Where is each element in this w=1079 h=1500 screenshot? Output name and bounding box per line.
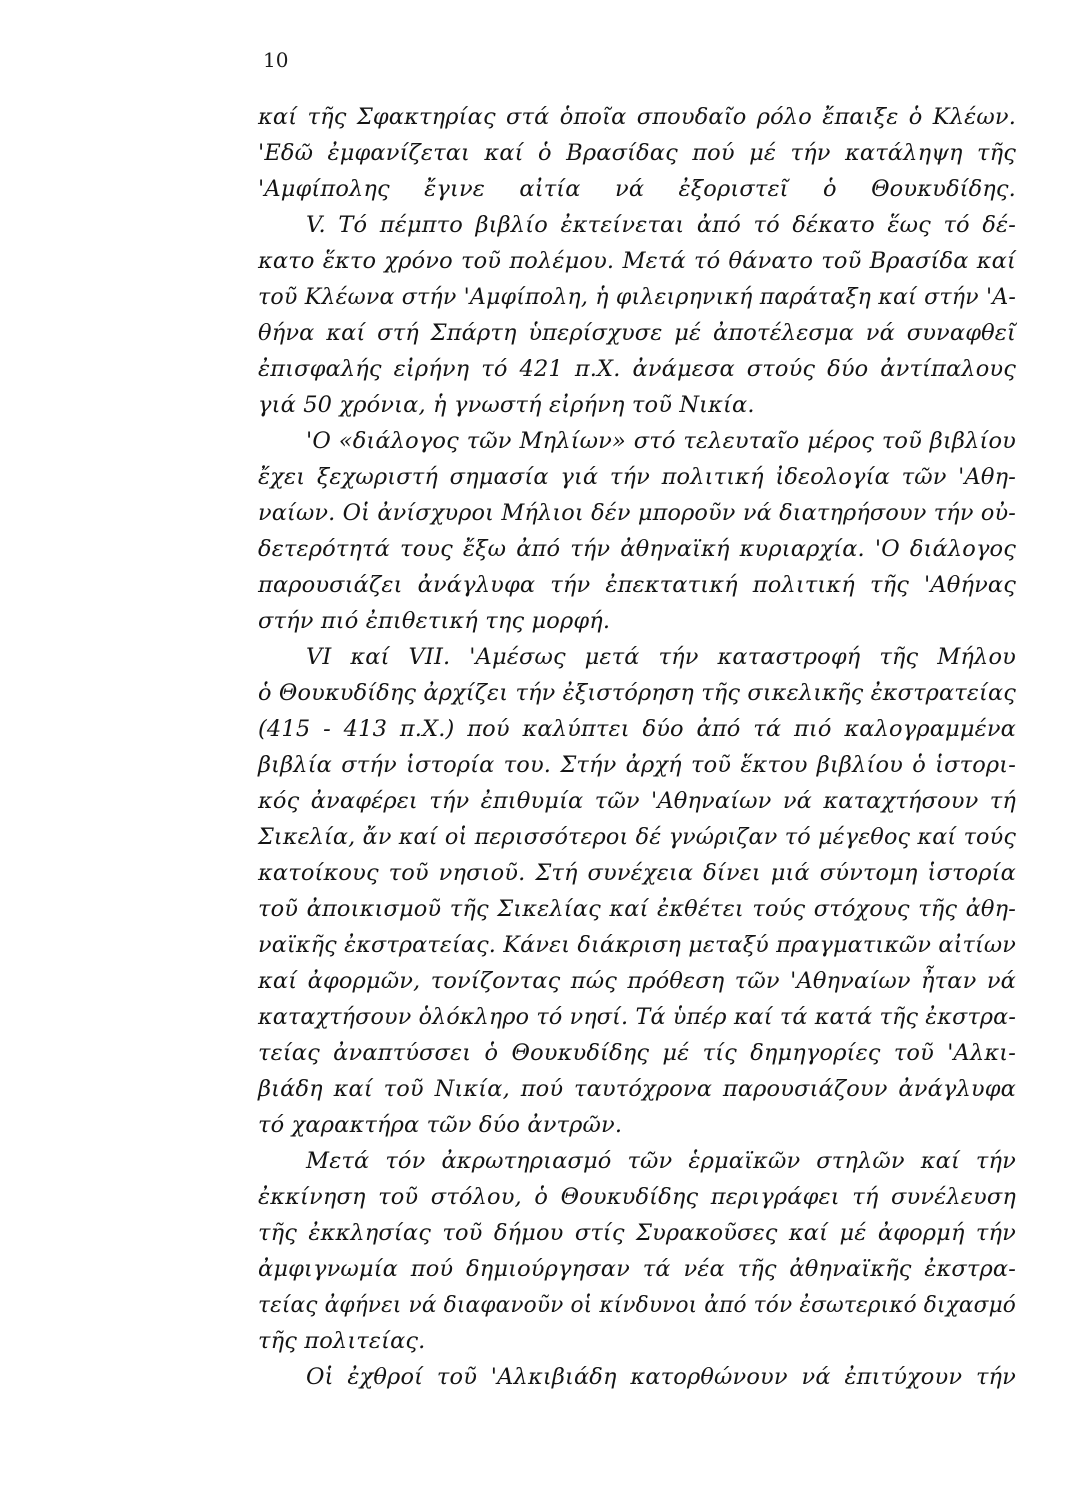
text-line <box>258 1288 1016 1324</box>
text-line <box>258 1072 1016 1108</box>
text-line <box>258 748 1016 784</box>
text-line: γιά 50 χρόνια, ἡ γνωστή εἰρήνη τοῦ Νικία. <box>258 392 755 418</box>
text-line <box>258 532 1016 568</box>
text-line <box>258 1000 1016 1036</box>
text-line <box>258 892 1016 928</box>
body-text <box>258 100 1016 1396</box>
text-line <box>258 460 1016 496</box>
text-line <box>258 928 1016 964</box>
line-text: δετερότητά τους ἔξω ἀπό τήν ἀθηναϊκή κυριαρχία. 'Ο διάλογος <box>258 536 1016 562</box>
text-line <box>258 100 1016 136</box>
line-text: κατο ἕκτο χρόνο τοῦ πολέμου. Μετά τό θάνατο τοῦ Βρασίδα καί <box>258 248 1016 274</box>
text-line <box>258 136 1016 172</box>
line-text: τοῦ Κλέωνα στήν 'Αμφίπολη, ἡ φιλειρηνική παράταξη καί στήν 'Α- <box>258 284 1016 310</box>
line-text: 'Εδῶ ἐμφανίζεται καί ὁ Βρασίδας πού μέ τήν κατάληψη τῆς <box>258 140 1016 166</box>
text-line <box>258 208 1016 244</box>
text-line: στήν πιό ἐπιθετική της μορφή. <box>258 608 611 634</box>
line-text: κατοίκους τοῦ νησιοῦ. Στή συνέχεια δίνει μιά σύντομη ἱστορία <box>258 860 1016 886</box>
text-line: τῆς πολιτείας. <box>258 1328 426 1354</box>
line-text: ἔχει ξεχωριστή σημασία γιά τήν πολιτική ἰδεολογία τῶν 'Αθη- <box>258 464 1016 490</box>
text-line <box>258 676 1016 712</box>
line-text: τοῦ ἀποικισμοῦ τῆς Σικελίας καί ἐκθέτει τούς στόχους τῆς ἀθη- <box>258 896 1016 922</box>
line-text: τείας ἀφήνει νά διαφανοῦν οἱ κίνδυνοι ἀπό τόν ἐσωτερικό διχασμό <box>258 1292 1016 1318</box>
text-line <box>258 352 1016 388</box>
line-text: Μετά τόν ἀκρωτηριασμό τῶν ἑρμαϊκῶν στηλῶν καί τήν <box>306 1148 1016 1174</box>
line-text: καί ἀφορμῶν, τονίζοντας πώς πρόθεση τῶν 'Αθηναίων ἦταν νά <box>258 968 1016 994</box>
text-line <box>258 568 1016 604</box>
text-line <box>258 172 1016 208</box>
text-line: τό χαρακτήρα τῶν δύο ἀντρῶν. <box>258 1112 623 1138</box>
text-line <box>258 316 1016 352</box>
page-number: 10 <box>263 48 289 72</box>
line-text: ἐπισφαλής εἰρήνη τό 421 π.Χ. ἀνάμεσα στούς δύο ἀντίπαλους <box>258 356 1016 382</box>
text-line <box>258 820 1016 856</box>
text-line <box>258 244 1016 280</box>
line-text: VI καί VII. 'Αμέσως μετά τήν καταστροφή τῆς Μήλου <box>306 644 1016 670</box>
line-text: βιβλία στήν ἱστορία του. Στήν ἀρχή τοῦ ἕκτου βιβλίου ὁ ἱστορι- <box>258 752 1016 778</box>
text-line <box>258 424 1016 460</box>
line-text: καταχτήσουν ὁλόκληρο τό νησί. Τά ὑπέρ καί τά κατά τῆς ἐκστρα- <box>258 1004 1016 1030</box>
text-line <box>258 1252 1016 1288</box>
line-text: Οἱ ἐχθροί τοῦ 'Αλκιβιάδη κατορθώνουν νά ἐπιτύχουν τήν <box>306 1364 1016 1390</box>
text-line <box>258 640 1016 676</box>
line-text: ἀμφιγνωμία πού δημιούργησαν τά νέα τῆς ἀθηναϊκῆς ἐκστρα- <box>258 1256 1016 1282</box>
line-text: V. Τό πέμπτο βιβλίο ἐκτείνεται ἀπό τό δέκατο ἕως τό δέ- <box>306 212 1016 238</box>
text-line <box>258 1360 1016 1396</box>
text-line <box>258 1180 1016 1216</box>
line-text: τῆς ἐκκλησίας τοῦ δήμου στίς Συρακοῦσες καί μέ ἀφορμή τήν <box>258 1220 1016 1246</box>
line-text: 'Αμφίπολης ἔγινε αἰτία νά ἐξοριστεῖ ὁ Θουκυδίδης. <box>258 176 1016 202</box>
text-line <box>258 712 1016 748</box>
line-text: (415 - 413 π.Χ.) πού καλύπτει δύο ἀπό τά πιό καλογραμμένα <box>258 716 1016 742</box>
line-text: καί τῆς Σφακτηρίας στά ὁποῖα σπουδαῖο ρόλο ἔπαιξε ὁ Κλέων. <box>258 104 1016 130</box>
text-line <box>258 1036 1016 1072</box>
line-text: ναϊκῆς ἐκστρατείας. Κάνει διάκριση μεταξύ πραγματικῶν αἰτίων <box>258 932 1016 958</box>
line-text: βιάδη καί τοῦ Νικία, πού ταυτόχρονα παρουσιάζουν ἀνάγλυφα <box>258 1076 1016 1102</box>
text-line <box>258 1144 1016 1180</box>
line-text: ὁ Θουκυδίδης ἀρχίζει τήν ἐξιστόρηση τῆς σικελικῆς ἐκστρατείας <box>258 680 1016 706</box>
line-text: Σικελία, ἄν καί οἱ περισσότεροι δέ γνώριζαν τό μέγεθος καί τούς <box>258 824 1016 850</box>
line-text: ἐκκίνηση τοῦ στόλου, ὁ Θουκυδίδης περιγράφει τή συνέλευση <box>258 1184 1016 1210</box>
text-line <box>258 784 1016 820</box>
text-line <box>258 964 1016 1000</box>
line-text: 'Ο «διάλογος τῶν Μηλίων» στό τελευταῖο μέρος τοῦ βιβλίου <box>306 428 1016 454</box>
line-text: κός ἀναφέρει τήν ἐπιθυμία τῶν 'Αθηναίων νά καταχτήσουν τή <box>258 788 1016 814</box>
text-line <box>258 280 1016 316</box>
text-line <box>258 856 1016 892</box>
text-line <box>258 496 1016 532</box>
line-text: παρουσιάζει ἀνάγλυφα τήν ἐπεκτατική πολιτική τῆς 'Αθήνας <box>258 572 1016 598</box>
text-line <box>258 1216 1016 1252</box>
line-text: θήνα καί στή Σπάρτη ὑπερίσχυσε μέ ἀποτέλεσμα νά συναφθεῖ <box>258 320 1016 346</box>
line-text: τείας ἀναπτύσσει ὁ Θουκυδίδης μέ τίς δημηγορίες τοῦ 'Αλκι- <box>258 1040 1016 1066</box>
line-text: ναίων. Οἱ ἀνίσχυροι Μήλιοι δέν μποροῦν νά διατηρήσουν τήν οὐ- <box>258 500 1016 526</box>
